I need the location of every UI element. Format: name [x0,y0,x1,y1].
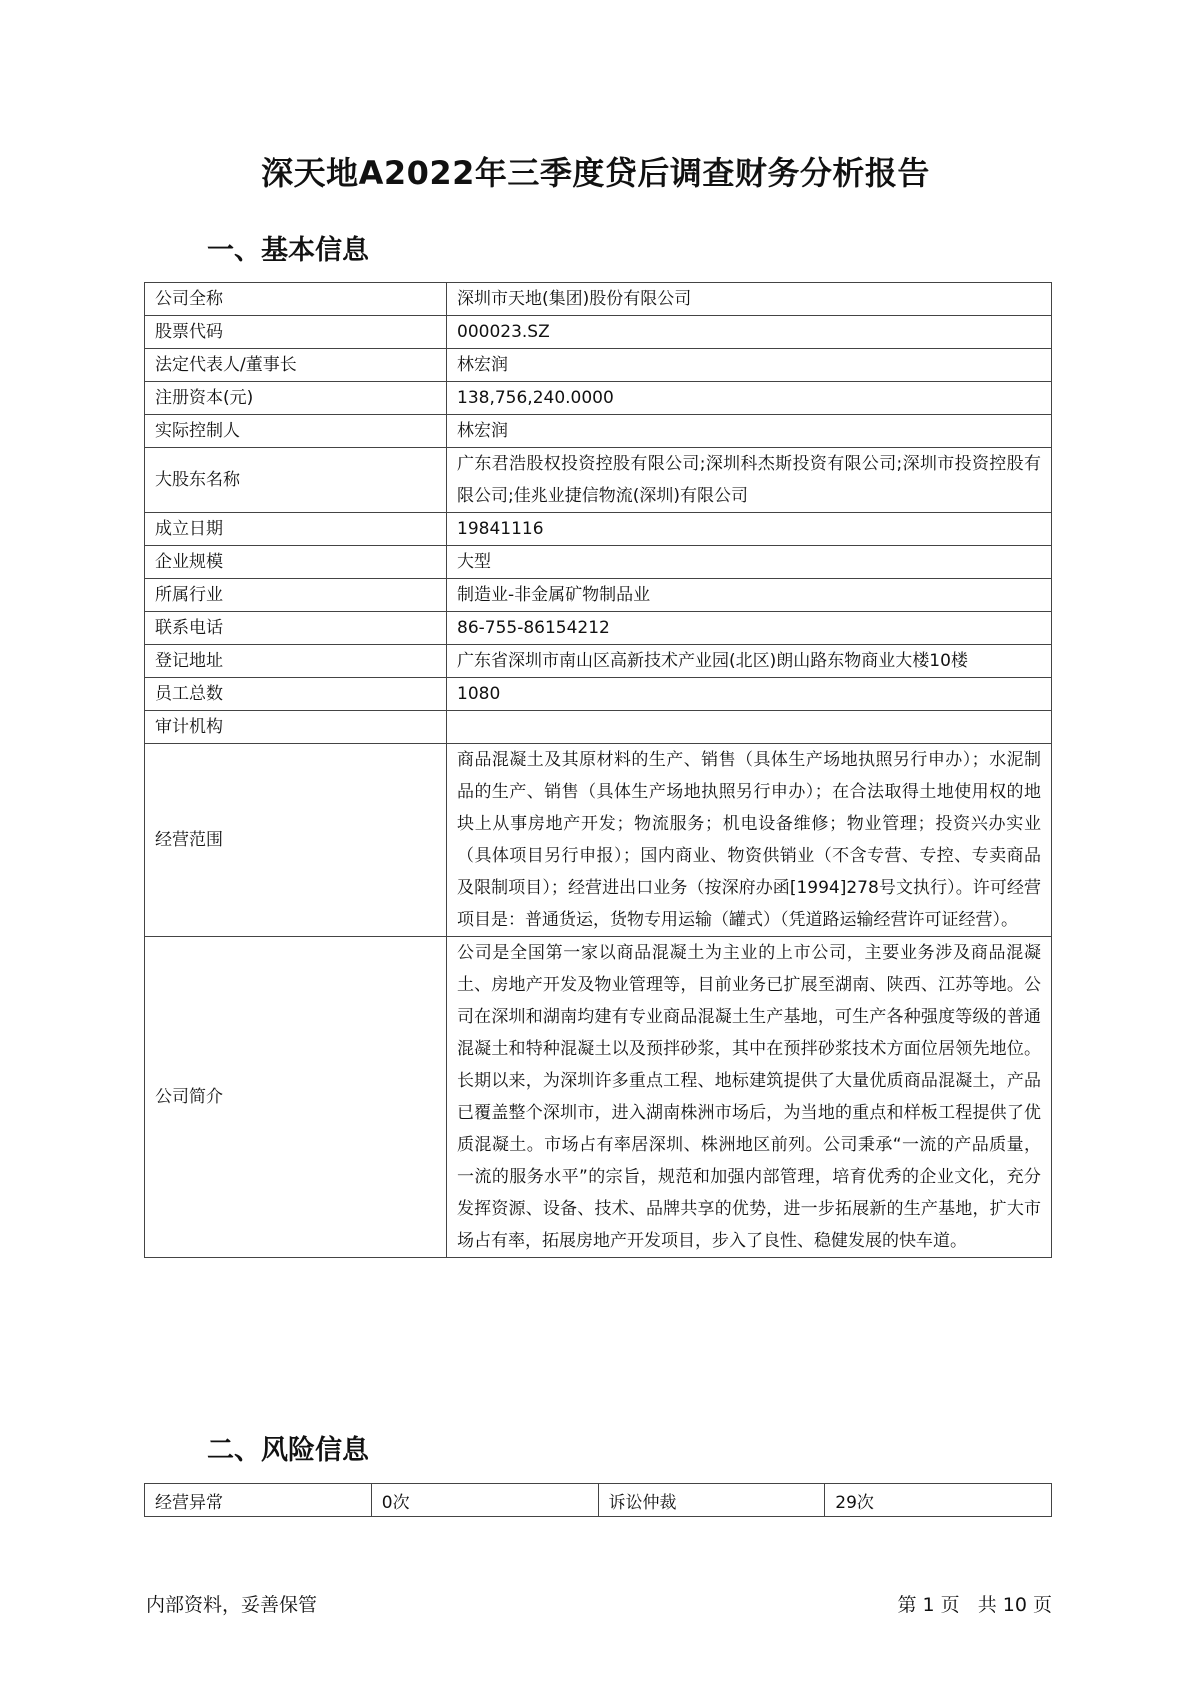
row-value: 大型 [447,546,1052,579]
row-value: 林宏润 [447,349,1052,382]
row-value [447,937,1052,1258]
section-heading-risk-info: 二、风险信息 [207,1435,369,1466]
row-value [447,645,1052,678]
risk-value-litigation: 29次 [825,1484,1052,1517]
row-label: 大股东名称 [145,448,447,513]
row-label: 公司全称 [145,283,447,316]
table-row [145,711,1052,744]
row-label: 成立日期 [145,513,447,546]
table-row [145,937,1052,1258]
row-label: 实际控制人 [145,415,447,448]
row-label: 联系电话 [145,612,447,645]
table-row [145,546,1052,579]
table-row [145,645,1052,678]
risk-label-litigation: 诉讼仲裁 [598,1484,825,1517]
row-label: 员工总数 [145,678,447,711]
table-row [145,448,1052,513]
row-value: 深圳市天地(集团)股份有限公司 [447,283,1052,316]
basic-info-table [144,282,1052,1258]
major-shareholders-text: 广东君浩股权投资控股有限公司;深圳科杰斯投资有限公司;深圳市投资控股有限公司;佳兆业捷信物流(深圳)有限公司 [457,454,1041,506]
row-label: 经营范围 [145,744,447,937]
row-value: 制造业-非金属矿物制品业 [447,579,1052,612]
row-value [447,448,1052,513]
row-label: 公司简介 [145,937,447,1258]
risk-label-abnormal: 经营异常 [145,1484,372,1517]
row-value: 19841116 [447,513,1052,546]
risk-info-table [144,1483,1052,1517]
row-label: 登记地址 [145,645,447,678]
row-value [447,744,1052,937]
row-label: 审计机构 [145,711,447,744]
table-row [145,678,1052,711]
row-value [447,711,1052,744]
business-scope-text: 商品混凝土及其原材料的生产、销售（具体生产场地执照另行申办）；水泥制品的生产、销售（具体生产场地执照另行申办）；在合法取得土地使用权的地块上从事房地产开发；物流服务；机电设备维修；物业管理；投资兴办实业（具体项目另行申报）；国内商业、物资供销业（不含专营、专控、专卖商品及限制项目）；经营进出口业务（按深府办函[1994]278号文执行）。许可经营项目是：普通货运，货物专用运输（罐式）（凭道路运输经营许可证经营）。 [457,750,1041,930]
row-label: 企业规模 [145,546,447,579]
table-row [145,579,1052,612]
table-row [145,612,1052,645]
row-value: 1080 [447,678,1052,711]
row-label: 法定代表人/董事长 [145,349,447,382]
row-value: 138,756,240.0000 [447,382,1052,415]
table-row [145,382,1052,415]
risk-value-abnormal: 0次 [371,1484,598,1517]
row-value: 86-755-86154212 [447,612,1052,645]
table-row [145,1484,1052,1517]
table-row [145,415,1052,448]
table-row [145,283,1052,316]
company-profile-text: 公司是全国第一家以商品混凝土为主业的上市公司，主要业务涉及商品混凝土、房地产开发及物业管理等，目前业务已扩展至湖南、陕西、江苏等地。公司在深圳和湖南均建有专业商品混凝土生产基地，可生产各种强度等级的普通混凝土和特种混凝土以及预拌砂浆，其中在预拌砂浆技术方面位居领先地位。长期以来，为深圳许多重点工程、地标建筑提供了大量优质商品混凝土，产品已覆盖整个深圳市，进入湖南株洲市场后，为当地的重点和样板工程提供了优质混凝土。市场占有率居深圳、株洲地区前列。公司秉承“一流的产品质量，一流的服务水平”的宗旨，规范和加强内部管理，培育优秀的企业文化，充分发挥资源、设备、技术、品牌共享的优势，进一步拓展新的生产基地，扩大市场占有率，拓展房地产开发项目，步入了良性、稳健发展的快车道。 [457,943,1041,1251]
row-value: 000023.SZ [447,316,1052,349]
registered-address-text: 广东省深圳市南山区高新技术产业园(北区)朗山路东物商业大楼10楼 [457,651,968,671]
footer-page-number: 第 1 页 共 10 页 [897,1594,1052,1616]
page-title: 深天地A2022年三季度贷后调查财务分析报告 [261,154,930,192]
row-label: 所属行业 [145,579,447,612]
footer-confidential: 内部资料，妥善保管 [146,1594,318,1616]
table-row [145,513,1052,546]
table-row [145,316,1052,349]
row-label: 股票代码 [145,316,447,349]
section-heading-basic-info: 一、基本信息 [207,235,369,266]
row-label: 注册资本(元) [145,382,447,415]
table-row [145,744,1052,937]
table-row [145,349,1052,382]
row-value: 林宏润 [447,415,1052,448]
